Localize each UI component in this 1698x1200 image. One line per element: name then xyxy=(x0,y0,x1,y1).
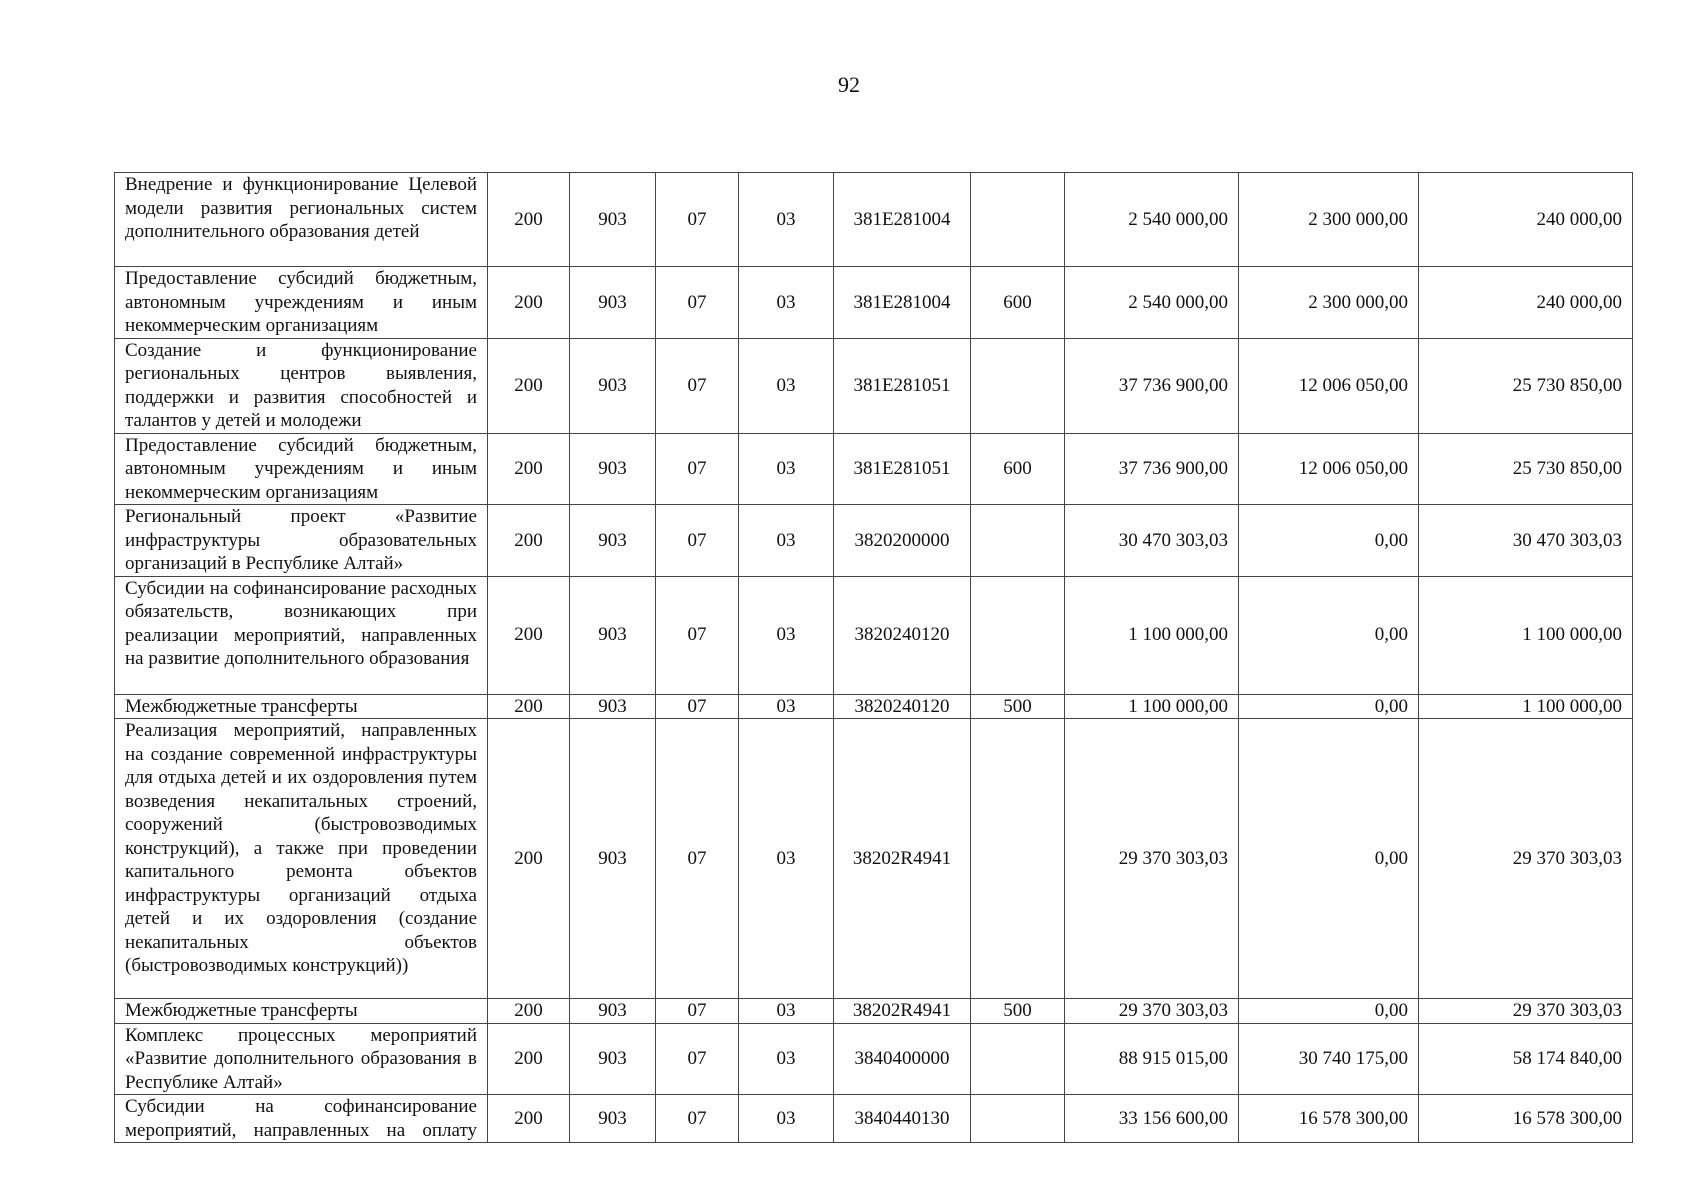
cell-section: 07 xyxy=(656,576,739,694)
cell-expense-type: 500 xyxy=(971,694,1065,719)
cell-section: 07 xyxy=(656,173,739,267)
cell-name: Межбюджетные трансферты xyxy=(115,694,488,719)
cell-amount-2: 29 370 303,03 xyxy=(1419,719,1633,999)
cell-target-article: 38202R4941 xyxy=(834,999,971,1024)
cell-amount-1: 0,00 xyxy=(1239,719,1419,999)
table-row xyxy=(115,173,1633,267)
cell-amount-1: 0,00 xyxy=(1239,505,1419,577)
cell-amount-total: 33 156 600,00 xyxy=(1065,1095,1239,1143)
cell-subsection: 03 xyxy=(739,1023,834,1095)
cell-expense-type: 600 xyxy=(971,433,1065,505)
cell-amount-1: 12 006 050,00 xyxy=(1239,433,1419,505)
cell-code-200: 200 xyxy=(488,694,570,719)
cell-code-200: 200 xyxy=(488,1095,570,1143)
cell-amount-total: 37 736 900,00 xyxy=(1065,338,1239,433)
cell-amount-1: 30 740 175,00 xyxy=(1239,1023,1419,1095)
cell-target-article: 3840400000 xyxy=(834,1023,971,1095)
cell-expense-type xyxy=(971,505,1065,577)
table-row xyxy=(115,1095,1633,1143)
cell-ministry-code: 903 xyxy=(570,505,656,577)
cell-name: Субсидии на софинансирование мероприятий, направленных на оплату xyxy=(115,1095,488,1143)
table-row xyxy=(115,505,1633,577)
cell-amount-2: 29 370 303,03 xyxy=(1419,999,1633,1024)
cell-amount-2: 240 000,00 xyxy=(1419,173,1633,267)
cell-subsection: 03 xyxy=(739,1095,834,1143)
cell-ministry-code: 903 xyxy=(570,338,656,433)
cell-subsection: 03 xyxy=(739,338,834,433)
cell-expense-type xyxy=(971,719,1065,999)
cell-code-200: 200 xyxy=(488,173,570,267)
cell-amount-2: 58 174 840,00 xyxy=(1419,1023,1633,1095)
cell-code-200: 200 xyxy=(488,999,570,1024)
cell-ministry-code: 903 xyxy=(570,576,656,694)
cell-section: 07 xyxy=(656,999,739,1024)
cell-code-200: 200 xyxy=(488,719,570,999)
cell-ministry-code: 903 xyxy=(570,267,656,339)
cell-ministry-code: 903 xyxy=(570,694,656,719)
cell-ministry-code: 903 xyxy=(570,999,656,1024)
cell-section: 07 xyxy=(656,505,739,577)
page-number: 92 xyxy=(838,72,860,97)
cell-expense-type: 600 xyxy=(971,267,1065,339)
cell-amount-2: 30 470 303,03 xyxy=(1419,505,1633,577)
cell-section: 07 xyxy=(656,1095,739,1143)
cell-amount-1: 0,00 xyxy=(1239,694,1419,719)
cell-amount-2: 240 000,00 xyxy=(1419,267,1633,339)
table-row xyxy=(115,999,1633,1024)
cell-amount-total: 29 370 303,03 xyxy=(1065,999,1239,1024)
cell-amount-total: 1 100 000,00 xyxy=(1065,694,1239,719)
budget-table xyxy=(114,172,1633,1143)
cell-subsection: 03 xyxy=(739,576,834,694)
cell-name: Создание и функционирование региональных центров выявления, поддержки и развития способностей и талантов у детей и молодежи xyxy=(115,338,488,433)
cell-target-article: 381E281004 xyxy=(834,173,971,267)
cell-name: Комплекс процессных мероприятий «Развитие дополнительного образования в Республике Алтай» xyxy=(115,1023,488,1095)
cell-amount-1: 0,00 xyxy=(1239,999,1419,1024)
cell-section: 07 xyxy=(656,719,739,999)
cell-target-article: 38202R4941 xyxy=(834,719,971,999)
cell-target-article: 3820240120 xyxy=(834,694,971,719)
cell-name: Региональный проект «Развитие инфраструктуры образовательных организаций в Республике Алтай» xyxy=(115,505,488,577)
cell-name: Реализация мероприятий, направленных на создание современной инфраструктуры для отдыха детей и их оздоровления путем возведения некапитальных строений, сооружений (быстровозводимых конструкций), а также при проведении капитального ремонта объектов инфраструктуры организаций отдыха детей и их оздоровления (создание некапитальных объектов (быстровозводимых конструкций)) xyxy=(115,719,488,999)
cell-amount-1: 2 300 000,00 xyxy=(1239,267,1419,339)
cell-name: Межбюджетные трансферты xyxy=(115,999,488,1024)
cell-amount-total: 1 100 000,00 xyxy=(1065,576,1239,694)
cell-code-200: 200 xyxy=(488,267,570,339)
cell-expense-type xyxy=(971,1023,1065,1095)
cell-ministry-code: 903 xyxy=(570,433,656,505)
cell-amount-2: 1 100 000,00 xyxy=(1419,694,1633,719)
cell-section: 07 xyxy=(656,267,739,339)
cell-ministry-code: 903 xyxy=(570,1095,656,1143)
cell-section: 07 xyxy=(656,1023,739,1095)
cell-amount-2: 25 730 850,00 xyxy=(1419,433,1633,505)
table-row xyxy=(115,267,1633,339)
table-row xyxy=(115,338,1633,433)
cell-section: 07 xyxy=(656,338,739,433)
cell-target-article: 381E281004 xyxy=(834,267,971,339)
cell-amount-total: 29 370 303,03 xyxy=(1065,719,1239,999)
cell-code-200: 200 xyxy=(488,576,570,694)
cell-name: Предоставление субсидий бюджетным, автономным учреждениям и иным некоммерческим организациям xyxy=(115,267,488,339)
cell-expense-type xyxy=(971,576,1065,694)
cell-ministry-code: 903 xyxy=(570,173,656,267)
cell-amount-1: 16 578 300,00 xyxy=(1239,1095,1419,1143)
cell-subsection: 03 xyxy=(739,267,834,339)
cell-amount-1: 2 300 000,00 xyxy=(1239,173,1419,267)
cell-amount-total: 2 540 000,00 xyxy=(1065,267,1239,339)
cell-subsection: 03 xyxy=(739,173,834,267)
cell-name: Внедрение и функционирование Целевой модели развития региональных систем дополнительного образования детей xyxy=(115,173,488,267)
cell-code-200: 200 xyxy=(488,433,570,505)
cell-ministry-code: 903 xyxy=(570,1023,656,1095)
cell-subsection: 03 xyxy=(739,694,834,719)
cell-amount-total: 88 915 015,00 xyxy=(1065,1023,1239,1095)
cell-name: Субсидии на софинансирование расходных обязательств, возникающих при реализации мероприятий, направленных на развитие дополнительного образования xyxy=(115,576,488,694)
cell-amount-2: 1 100 000,00 xyxy=(1419,576,1633,694)
cell-amount-total: 37 736 900,00 xyxy=(1065,433,1239,505)
cell-code-200: 200 xyxy=(488,1023,570,1095)
cell-target-article: 3840440130 xyxy=(834,1095,971,1143)
cell-expense-type xyxy=(971,173,1065,267)
cell-amount-total: 2 540 000,00 xyxy=(1065,173,1239,267)
cell-amount-2: 25 730 850,00 xyxy=(1419,338,1633,433)
cell-code-200: 200 xyxy=(488,505,570,577)
cell-target-article: 381E281051 xyxy=(834,338,971,433)
cell-code-200: 200 xyxy=(488,338,570,433)
cell-amount-1: 12 006 050,00 xyxy=(1239,338,1419,433)
cell-section: 07 xyxy=(656,433,739,505)
cell-amount-2: 16 578 300,00 xyxy=(1419,1095,1633,1143)
cell-subsection: 03 xyxy=(739,505,834,577)
cell-expense-type: 500 xyxy=(971,999,1065,1024)
cell-subsection: 03 xyxy=(739,433,834,505)
cell-subsection: 03 xyxy=(739,999,834,1024)
table-row xyxy=(115,719,1633,999)
cell-target-article: 3820240120 xyxy=(834,576,971,694)
cell-subsection: 03 xyxy=(739,719,834,999)
table-row xyxy=(115,576,1633,694)
cell-ministry-code: 903 xyxy=(570,719,656,999)
cell-target-article: 3820200000 xyxy=(834,505,971,577)
cell-expense-type xyxy=(971,1095,1065,1143)
table-row xyxy=(115,1023,1633,1095)
table-row xyxy=(115,433,1633,505)
cell-section: 07 xyxy=(656,694,739,719)
cell-amount-1: 0,00 xyxy=(1239,576,1419,694)
cell-target-article: 381E281051 xyxy=(834,433,971,505)
cell-amount-total: 30 470 303,03 xyxy=(1065,505,1239,577)
cell-expense-type xyxy=(971,338,1065,433)
cell-name: Предоставление субсидий бюджетным, автономным учреждениям и иным некоммерческим организациям xyxy=(115,433,488,505)
table-row xyxy=(115,694,1633,719)
